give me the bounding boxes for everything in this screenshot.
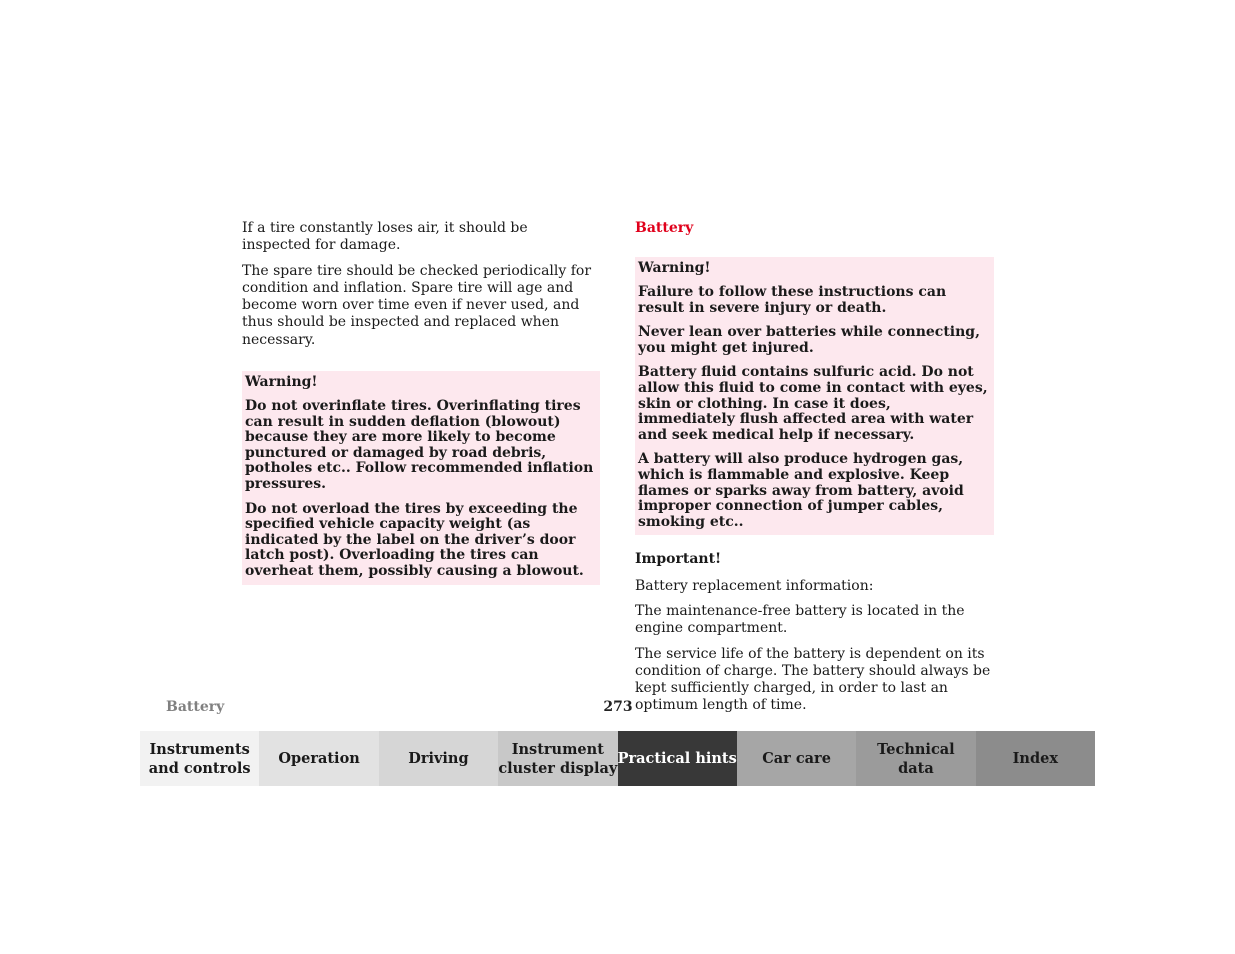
- right-column: [635, 220, 994, 723]
- warning-paragraph: Battery fluid contains sulfuric acid. Do not allow this fluid to come in contact with eyes, skin or clothing. In case it does, immediately flush affected area with water and seek medical help if necessary.: [638, 364, 988, 443]
- body-paragraph: The spare tire should be checked periodically for condition and inflation. Spare tire will age and become worn over time even if never used, and thus should be inspected and replaced when necessary.: [242, 262, 592, 348]
- tab-car-care[interactable]: Car care: [737, 731, 856, 786]
- tab-driving[interactable]: Driving: [379, 731, 498, 786]
- warning-title: Warning!: [638, 260, 711, 276]
- warning-paragraph: Failure to follow these instructions can result in severe injury or death.: [638, 284, 947, 316]
- tab-operation[interactable]: Operation: [259, 731, 378, 786]
- chapter-nav-bar: [140, 731, 1095, 786]
- tab-instruments-and-controls[interactable]: Instruments and controls: [140, 731, 259, 786]
- warning-paragraph: Do not overload the tires by exceeding the specified vehicle capacity weight (as indicated by the label on the driver’s door latch post). Overloading the tires can overheat them, possibly causing a blowout.: [245, 500, 584, 580]
- warning-paragraph: Do not overinflate tires. Overinflating tires can result in sudden deflation (blowout) because they are more likely to become punctured or damaged by road debris, potholes etc.. Follow recommended inflation pressures.: [245, 398, 594, 493]
- battery-warning-box: [635, 257, 994, 535]
- tab-practical-hints[interactable]: Practical hints: [618, 731, 737, 786]
- body-paragraph: The service life of the battery is dependent on its condition of charge. The battery should always be kept sufficiently charged, in order to last an optimum length of time.: [635, 645, 991, 714]
- warning-paragraph: Never lean over batteries while connecting, you might get injured.: [638, 324, 980, 356]
- warning-title: Warning!: [245, 374, 318, 391]
- warning-paragraph: A battery will also produce hydrogen gas, which is flammable and explosive. Keep flames or sparks away from battery, avoid improper connection of jumper cables, smoking etc..: [638, 451, 964, 530]
- footer-section-label: Battery: [166, 699, 225, 715]
- body-paragraph: The maintenance-free battery is located in the engine compartment.: [635, 602, 965, 637]
- page-number: 273: [603, 699, 633, 715]
- left-column: [242, 220, 600, 585]
- section-heading-battery: Battery: [635, 220, 694, 236]
- tab-instrument-cluster-display[interactable]: Instrument cluster display: [498, 731, 617, 786]
- important-heading: Important!: [635, 551, 722, 568]
- tire-warning-box: [242, 371, 600, 585]
- body-paragraph: If a tire constantly loses air, it should be inspected for damage.: [242, 220, 528, 254]
- tab-index[interactable]: Index: [976, 731, 1095, 786]
- body-paragraph: Battery replacement information:: [635, 577, 874, 594]
- tab-technical-data[interactable]: Technical data: [856, 731, 975, 786]
